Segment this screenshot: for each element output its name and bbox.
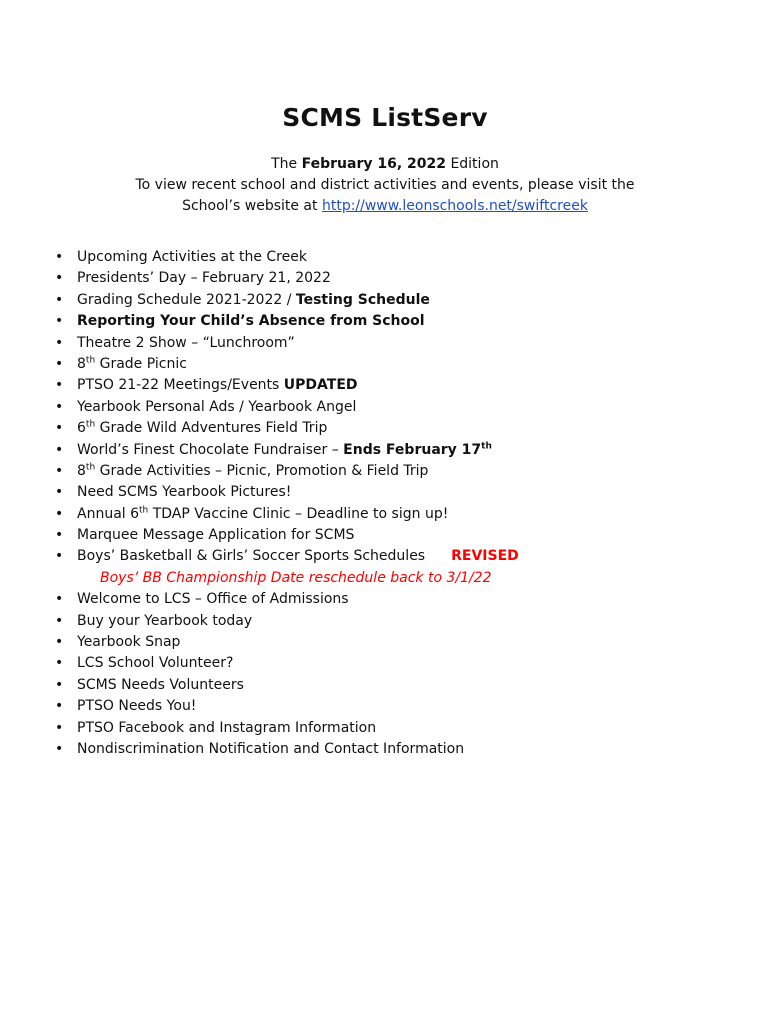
- item-text: Boys’ Basketball & Girls’ Soccer Sports Schedules: [77, 548, 426, 565]
- item-text: SCMS Needs Volunteers: [77, 676, 244, 693]
- bullet-icon: •: [55, 398, 64, 415]
- testing-schedule-link[interactable]: Testing Schedule: [295, 291, 430, 308]
- website-link[interactable]: http://www.leonschools.net/swiftcreek: [321, 198, 588, 214]
- item-text: Upcoming Activities at the Creek: [77, 249, 307, 265]
- edition-date: February 16, 2022: [301, 156, 446, 172]
- bullet-icon: •: [55, 676, 64, 693]
- bullet-icon: •: [55, 441, 64, 458]
- item-text: Marquee Message Application for SCMS: [77, 527, 355, 544]
- bullet-icon: •: [55, 484, 64, 501]
- item-text: Grade Wild Adventures Field Trip: [95, 420, 328, 437]
- item-text: Need SCMS Yearbook Pictures!: [77, 484, 292, 501]
- list-item[interactable]: [55, 418, 735, 439]
- list-item[interactable]: [55, 354, 735, 375]
- edition-line: [0, 154, 770, 175]
- list-item[interactable]: [55, 375, 735, 396]
- item-text: Yearbook Personal Ads / Yearbook Angel: [77, 398, 357, 415]
- updated-flag: UPDATED: [283, 377, 358, 394]
- bullet-icon: •: [55, 249, 64, 265]
- list-item[interactable]: [55, 611, 735, 632]
- list-item[interactable]: [55, 525, 735, 546]
- list-item[interactable]: [55, 589, 735, 610]
- intro-paragraph: [120, 175, 650, 217]
- item-text: Annual 6: [77, 505, 140, 522]
- item-text: PTSO Needs You!: [77, 698, 197, 715]
- bullet-icon: •: [55, 740, 64, 757]
- ordinal-suffix: th: [85, 355, 96, 366]
- ordinal-suffix: th: [139, 505, 149, 516]
- list-item[interactable]: [55, 675, 735, 696]
- item-text: Nondiscrimination Notification and Contact Information: [77, 740, 465, 757]
- bullet-icon: •: [55, 355, 64, 372]
- item-text: Welcome to LCS – Office of Admissions: [77, 591, 349, 608]
- ordinal-suffix: th: [85, 462, 96, 473]
- item-text: PTSO Facebook and Instagram Information: [77, 719, 377, 736]
- list-item[interactable]: [55, 546, 735, 567]
- item-text: Grading Schedule 2021-2022 /: [77, 291, 296, 308]
- bullet-icon: •: [55, 591, 64, 608]
- list-item[interactable]: [55, 290, 735, 311]
- bullet-icon: •: [55, 291, 64, 308]
- item-number: 6: [77, 420, 86, 437]
- list-item[interactable]: [55, 482, 735, 503]
- item-text: LCS School Volunteer?: [77, 655, 234, 672]
- item-text: Yearbook Snap: [77, 634, 181, 651]
- item-text: Buy your Yearbook today: [77, 612, 253, 629]
- bullet-icon: •: [55, 527, 64, 544]
- list-item[interactable]: [55, 653, 735, 674]
- ordinal-suffix: th: [85, 419, 96, 430]
- ordinal-suffix: th: [481, 440, 492, 451]
- bullet-icon: •: [55, 313, 64, 330]
- list-item[interactable]: [55, 696, 735, 717]
- item-number: 8: [77, 355, 86, 372]
- item-text: TDAP Vaccine Clinic – Deadline to sign up!: [148, 505, 449, 522]
- bullet-icon: •: [55, 420, 64, 437]
- list-item[interactable]: [55, 440, 735, 461]
- item-text: PTSO 21-22 Meetings/Events: [77, 377, 284, 394]
- bullet-icon: •: [55, 612, 64, 629]
- intro-text: To view recent school and district activities and events, please visit the School’s website at: [135, 177, 635, 214]
- deadline-text: Ends February 17: [343, 441, 482, 458]
- bullet-icon: •: [55, 698, 64, 715]
- item-text: World’s Finest Chocolate Fundraiser –: [77, 441, 344, 458]
- list-item[interactable]: [55, 268, 735, 289]
- bullet-icon: •: [55, 505, 64, 522]
- item-text: Reporting Your Child’s Absence from School: [77, 313, 425, 330]
- listserv-items: [55, 247, 735, 760]
- page-title: SCMS ListServ: [282, 103, 488, 132]
- championship-note: Boys’ BB Championship Date reschedule back to 3/1/22: [100, 569, 492, 586]
- bullet-icon: •: [55, 462, 64, 479]
- list-item[interactable]: [55, 333, 735, 354]
- item-text: Theatre 2 Show – “Lunchroom”: [77, 334, 295, 351]
- item-text: Grade Picnic: [95, 355, 187, 372]
- edition-suffix: Edition: [450, 156, 499, 172]
- revised-flag: REVISED: [451, 548, 519, 565]
- item-number: 8: [77, 462, 86, 479]
- item-text: Grade Activities – Picnic, Promotion & Field Trip: [95, 462, 429, 479]
- bullet-icon: •: [55, 548, 64, 565]
- list-item[interactable]: [55, 247, 735, 268]
- list-item[interactable]: [55, 311, 735, 332]
- bullet-icon: •: [55, 655, 64, 672]
- list-item[interactable]: [55, 461, 735, 482]
- edition-prefix: The: [271, 156, 298, 172]
- list-item-note: [55, 568, 735, 589]
- bullet-icon: •: [55, 334, 64, 351]
- bullet-icon: •: [55, 634, 64, 651]
- list-item[interactable]: [55, 397, 735, 418]
- bullet-icon: •: [55, 719, 64, 736]
- list-item[interactable]: [55, 504, 735, 525]
- bullet-icon: •: [55, 270, 64, 287]
- bullet-icon: •: [55, 377, 64, 394]
- item-text: Presidents’ Day – February 21, 2022: [77, 270, 331, 287]
- list-item[interactable]: [55, 632, 735, 653]
- list-item[interactable]: [55, 739, 735, 760]
- list-item[interactable]: [55, 718, 735, 739]
